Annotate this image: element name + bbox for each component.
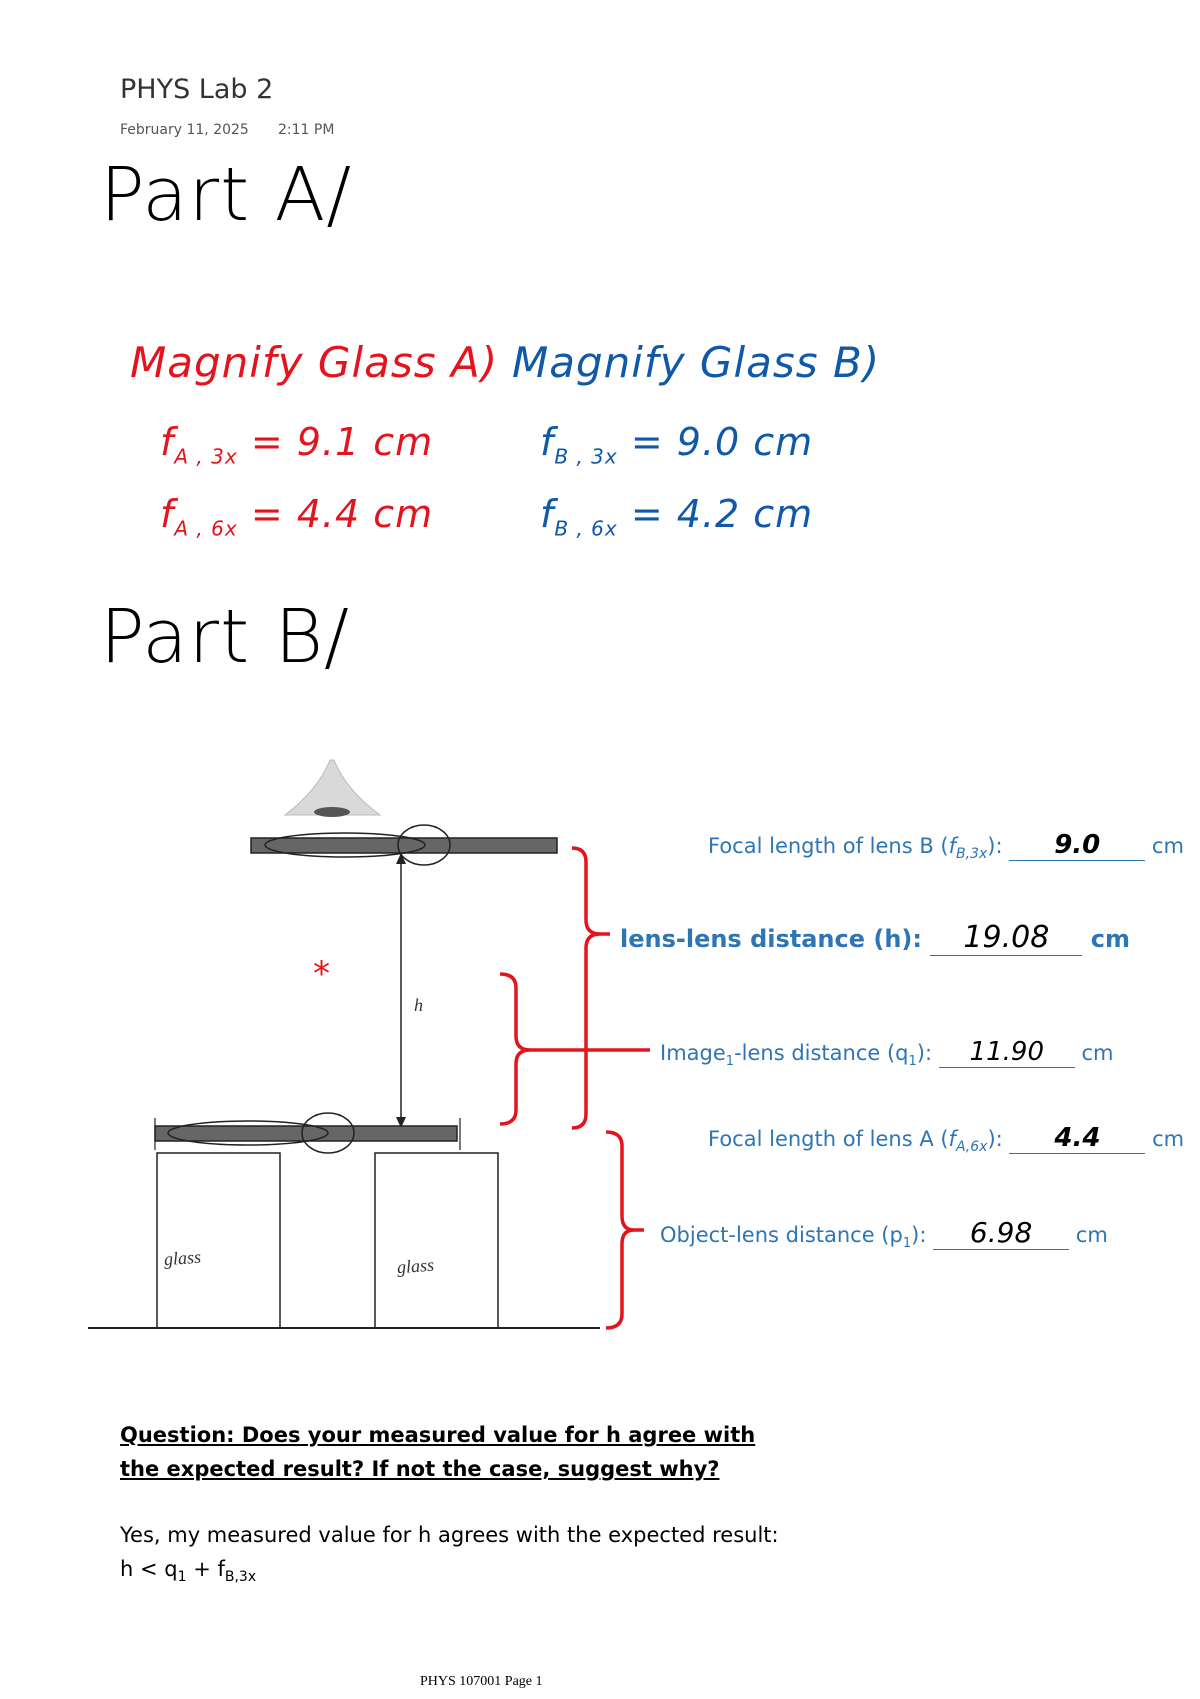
lens-lens-unit: cm <box>1090 925 1130 953</box>
focal-length-b-value: 9.0 <box>1009 830 1145 861</box>
glass-b-f3-sub: B , 3x <box>554 444 618 469</box>
glass-b-f6-value: = 4.2 cm <box>630 492 814 536</box>
glass-b-f6-sub: B , 6x <box>554 516 618 541</box>
glass-right-label: glass <box>396 1254 435 1278</box>
focal-length-a-value: 4.4 <box>1009 1123 1145 1154</box>
object-lens-distance-field: Object-lens distance $(p_1)$: 6.98 cm <box>660 1216 1108 1252</box>
glass-a-f6-symbol: f <box>160 492 175 536</box>
glass-left-label: glass <box>163 1246 202 1270</box>
part-a-heading: Part A/ <box>100 152 353 238</box>
part-b-heading: Part B/ <box>100 594 350 680</box>
glass-b-f6-symbol: f <box>540 492 555 536</box>
page-date: February 11, 2025 <box>120 122 249 138</box>
object-lens-value: 6.98 <box>933 1216 1069 1250</box>
glass-a-f6-sub: A , 6x <box>174 516 238 541</box>
answer-text: Yes, my measured value for h agrees with the expected result: $h < q_1 + f_{B,3x}$ <box>120 1523 779 1586</box>
glass-a-title: Magnify Glass A) <box>130 338 499 387</box>
glass-b-f3 <box>540 420 813 469</box>
bracket-object-lens <box>606 1132 634 1328</box>
image-lens-distance-field: Image$_1$-lens distance $(q_1)$: 11.90 cm <box>660 1037 1114 1070</box>
focal-length-a-label: Focal length of lens A ( <box>708 1127 949 1151</box>
glass-a-f3 <box>160 420 433 469</box>
bracket-lens-lens <box>572 848 600 1128</box>
glass-b-f3-value: = 9.0 cm <box>630 420 814 464</box>
lens-lens-value: 19.08 <box>930 920 1082 956</box>
glass-b-title: Magnify Glass B) <box>512 338 881 387</box>
glass-block-left <box>157 1153 280 1328</box>
top-lens-bar <box>251 838 557 853</box>
focal-length-a-field: Focal length of lens A $(f_{A,6x})$: 4.4 cm <box>708 1123 1185 1156</box>
glass-block-right <box>375 1153 498 1328</box>
light-source-icon <box>285 760 380 817</box>
glass-b-f6 <box>540 492 813 541</box>
glass-a-f6 <box>160 492 433 541</box>
glass-a-f3-symbol: f <box>160 420 175 464</box>
lens-setup-diagram <box>0 740 720 1340</box>
glass-b-f3-symbol: f <box>540 420 555 464</box>
glass-a-f6-value: = 4.4 cm <box>250 492 434 536</box>
focal-length-b-unit: cm <box>1151 834 1184 858</box>
bottom-lens-bar <box>155 1126 457 1141</box>
bracket-image-lens <box>500 974 530 1124</box>
page-title: PHYS Lab 2 <box>120 74 274 105</box>
question-text: Question: Does your measured value for h agree with the expected result? If not the case, suggest why? <box>120 1423 756 1481</box>
focal-length-b-field: Focal length of lens B $(f_{B,3x})$: 9.0 cm <box>708 830 1184 863</box>
image-lens-value: 11.90 <box>939 1037 1075 1068</box>
page-footer: PHYS 107001 Page 1 <box>420 1674 543 1689</box>
focal-length-b-label: Focal length of lens B ( <box>708 834 949 858</box>
glass-a-f3-sub: A , 3x <box>174 444 238 469</box>
glass-a-f3-value: = 9.1 cm <box>250 420 434 464</box>
h-label: h <box>414 995 423 1015</box>
lens-lens-label: lens-lens distance (h): <box>620 925 922 953</box>
page-time: 2:11 PM <box>278 122 335 138</box>
object-star-icon: * <box>313 954 330 994</box>
lens-lens-distance-field <box>620 920 1130 956</box>
